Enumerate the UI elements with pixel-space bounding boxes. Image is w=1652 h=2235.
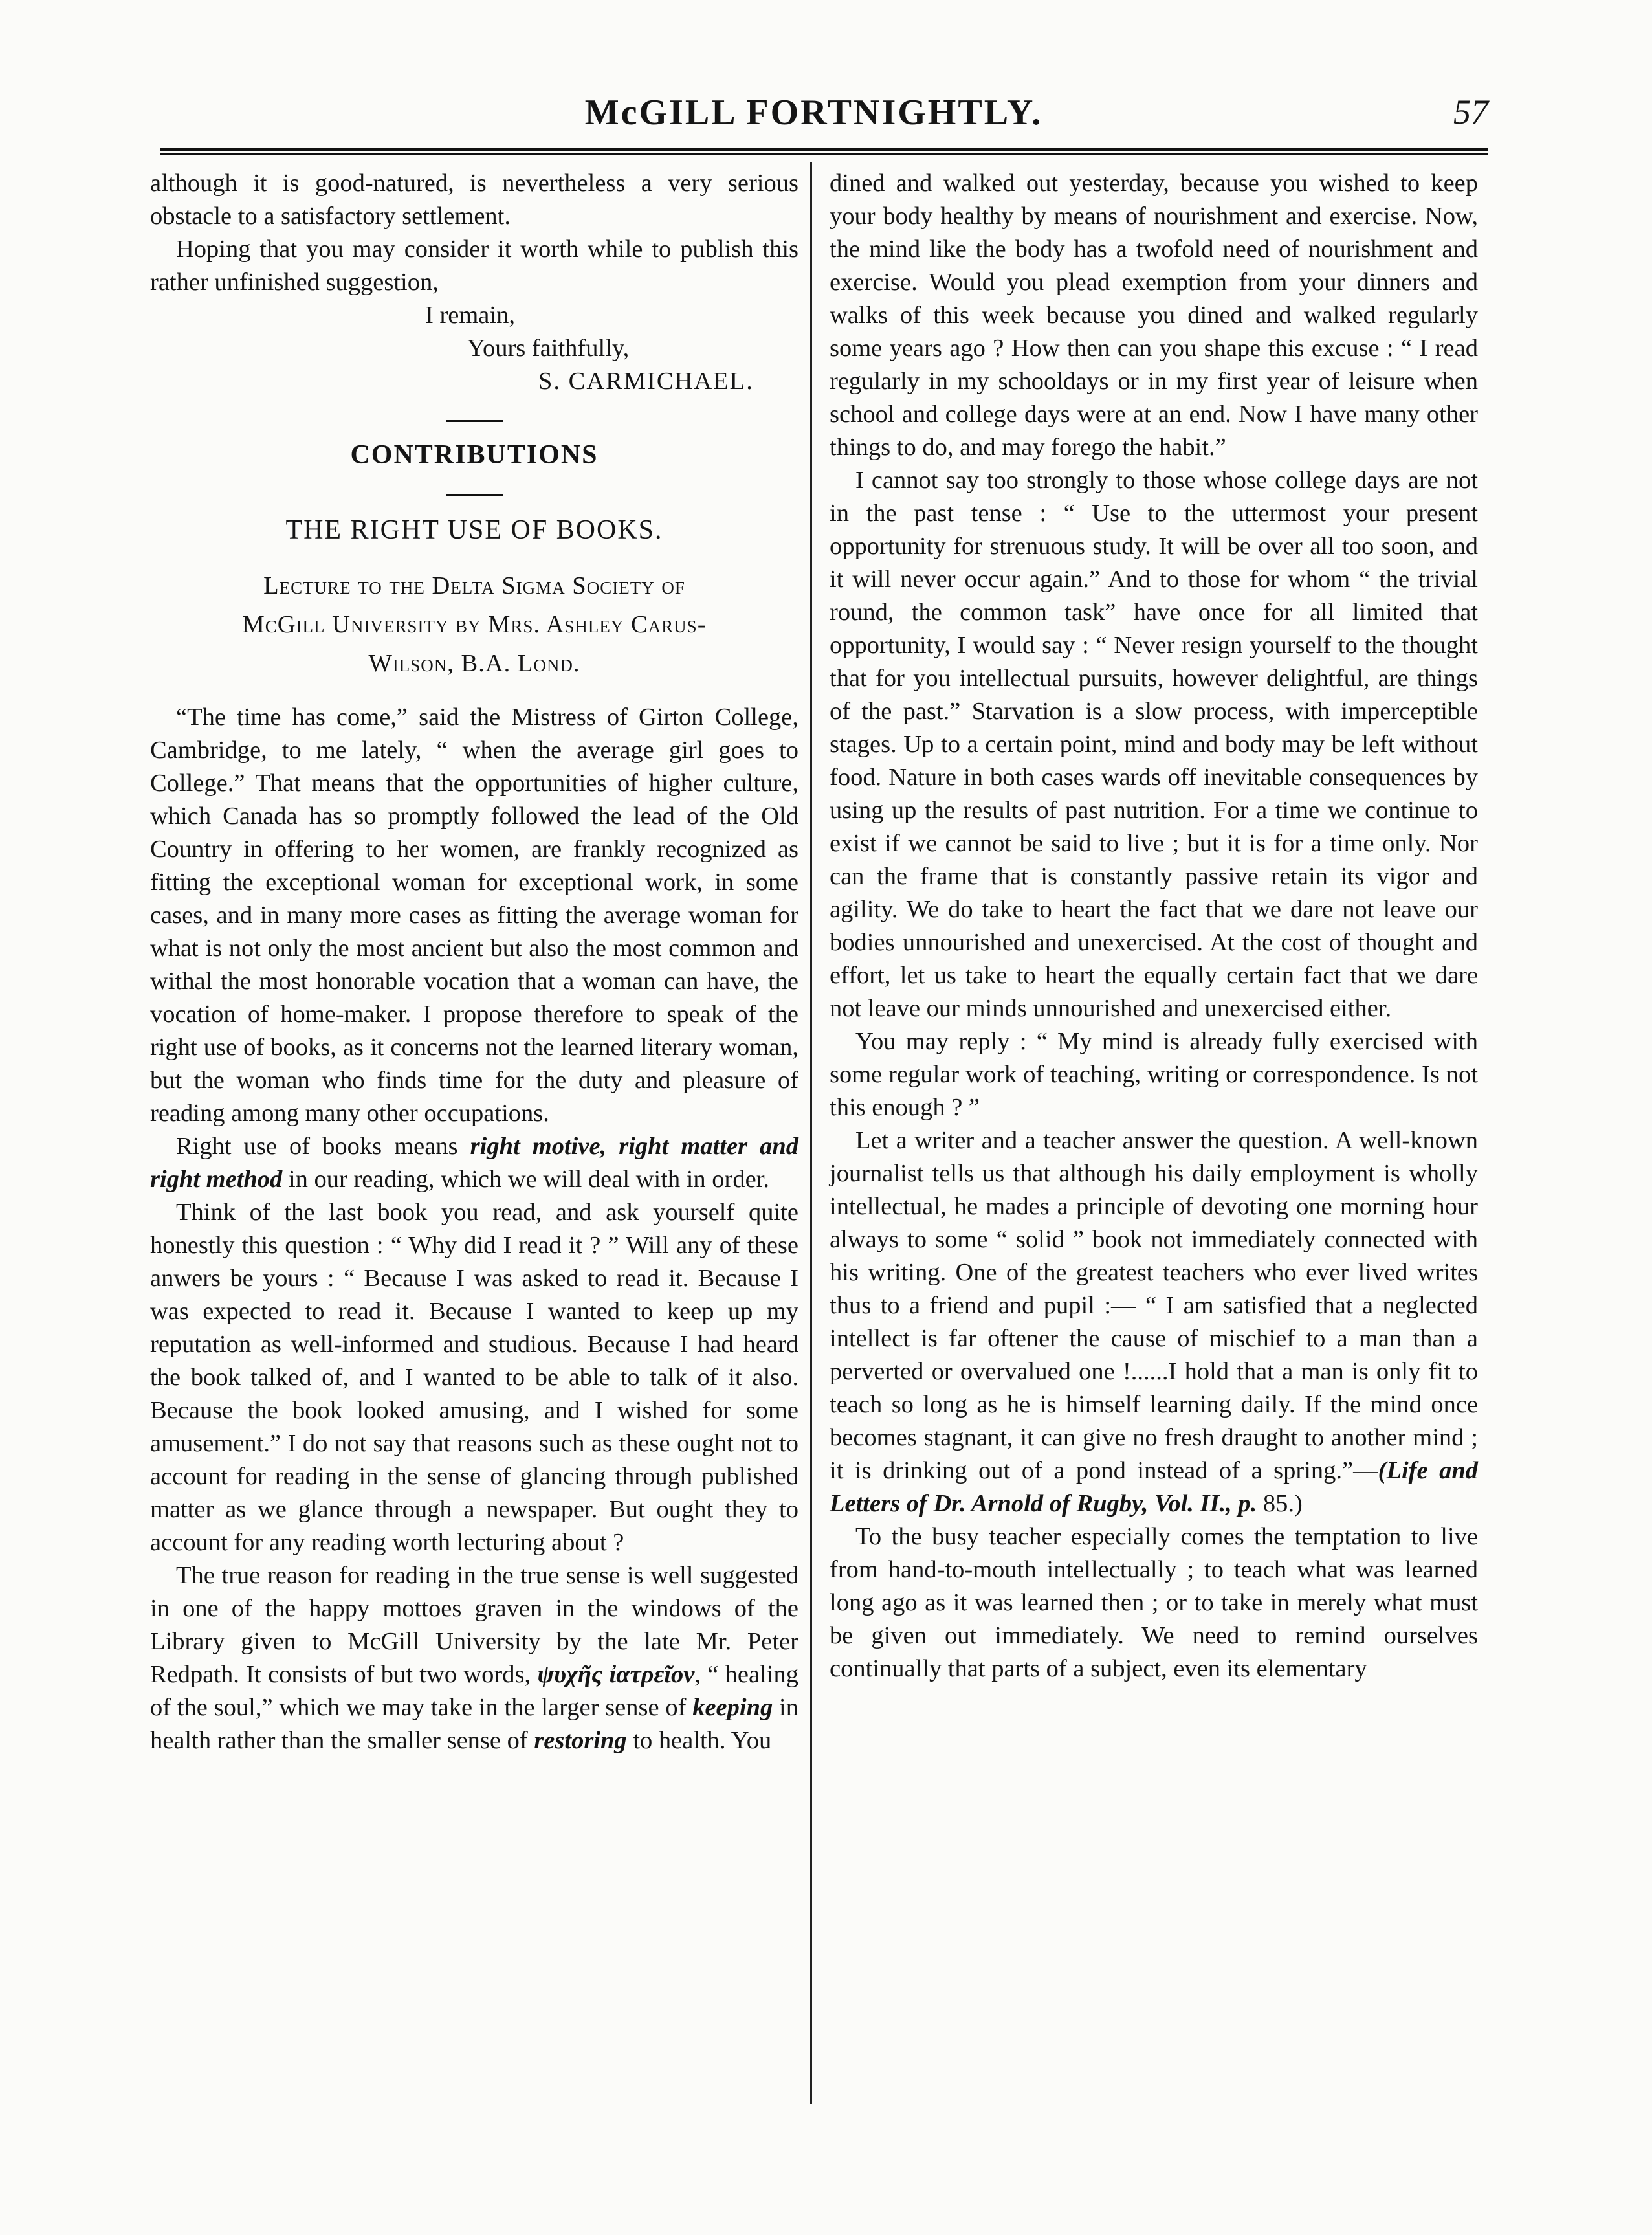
article-paragraph: To the busy teacher especially comes the temptation to live from hand-to-mouth intellectually ; to teach what was learned long ago as it was learned then ; or to take in merely what must be given out immediately. We need to remind ourselves continually that parts of a subject, even its elementary: [830, 1523, 1478, 1682]
running-title: McGILL FORTNIGHTLY.: [584, 93, 1043, 133]
byline-line: McGill University by Mrs. Ashley Carus-: [242, 611, 707, 638]
byline-line: Lecture to the Delta Sigma Society of: [263, 572, 685, 599]
article-paragraph: [830, 1124, 1478, 1520]
closing-yours: Yours faithfully,: [467, 335, 630, 362]
text-run: in health rather than the smaller sense of: [150, 1694, 798, 1754]
citation-text: (Life and Letters of Dr. Arnold of Rugby, Vol. II., p.: [830, 1457, 1478, 1517]
article-paragraph: [150, 1130, 798, 1196]
article-paragraph: Think of the last book you read, and ask yourself quite honestly this question : “ Why did I read it ? ” Will any of these anwers be yours : “ Because I was asked to read it. Because I was expected to read it. Because I wanted to keep up my reputation as well-informed and studious. Because I had heard the book talked of, and I wanted to be able to talk of it also. Because the book looked amusing, and I wished for some amusement.” I do not say that reasons such as these ought not to account for reading in the sense of glancing through published matter as we glance through a newspaper. But ought they to account for any reading worth lecturing about ?: [150, 1199, 798, 1556]
column-separator: [810, 162, 812, 2104]
text-run: Right use of books means: [176, 1133, 470, 1160]
greek-text: ψυχῆς ἰατρεῖον: [537, 1661, 695, 1688]
header-rule: [160, 148, 1488, 155]
text-run: , “ healing of the soul,” which we may take in the larger sense of: [150, 1661, 798, 1721]
text-run: 85.): [1257, 1490, 1303, 1517]
separator-rule: [446, 420, 503, 422]
letter-signature: S. CARMICHAEL.: [538, 368, 754, 395]
closing-remain: I remain,: [425, 302, 515, 329]
article-paragraph: I cannot say too strongly to those whose college days are not in the past tense : “ Use to the uttermost your present opportunity for strenuous study. It will be over all too soon, and it will never occur again.” And to those for whom “ the trivial round, the common task” have once for all limited that opportunity, I would say : “ Never resign yourself to the thought that for you intellectual pursuits, however delightful, are things of the past.” Starvation is a slow process, with imperceptible stages. Up to a certain point, mind and body may be left without food. Nature in both cases wards off inevitable consequences by using up the results of past nutrition. For a time we continue to exist if we cannot be said to live ; but it is for a time only. Nor can the frame that is constantly passive retain its vigor and agility. We do take to heart the fact that we dare not leave our bodies unnourished and unexercised. At the cost of thought and effort, let us take to heart the equally certain fact that we dare not leave our minds unnourished and unexercised either.: [830, 467, 1478, 1022]
article-paragraph: You may reply : “ My mind is already fully exercised with some regular work of teaching, writing or correspondence. Is not this enough ? ”: [830, 1028, 1478, 1121]
article-paragraph: [150, 1559, 798, 1757]
text-run: in our reading, which we will deal with in order.: [282, 1166, 770, 1193]
emphasis-text: restoring: [534, 1727, 627, 1754]
article-byline: [150, 566, 798, 683]
text-run: to health. You: [626, 1727, 772, 1754]
article-paragraph: “The time has come,” said the Mistress of Girton College, Cambridge, to me lately, “ when the average girl goes to College.” That means that the opportunities of higher culture, which Canada has so promptly followed the lead of the Old Country in offering to her women, are frankly recognized as fitting the exceptional woman for exceptional work, in some cases, and in many more cases as fitting the average woman for what is not only the most ancient but also the most common and withal the most honorable vocation that a woman can have, the vocation of home-maker. I propose therefore to speak of the right use of books, as it concerns not the learned literary woman, but the woman who finds time for the duty and pleasure of reading among many other occupations.: [150, 704, 798, 1127]
text-run: Let a writer and a teacher answer the question. A well-known journalist tells us that although his daily employment is wholly intellectual, he mades a principle of devoting one morning hour always to some “ solid ” book not immediately connected with his writing. One of the greatest teachers who ever lived writes thus to a friend and pupil :— “ I am satisfied that a neglected intellect is far oftener the cause of mischief to a man than a perverted or overvalued one !......I hold that a man is only fit to teach so long as he is himself learning daily. If the mind once becomes stagnant, it can give no fresh draught to another mind ; it is drinking out of a pond instead of a spring.”—: [830, 1127, 1478, 1484]
emphasis-text: right motive, right matter and right method: [150, 1133, 798, 1193]
article-paragraph: dined and walked out yesterday, because you wished to keep your body healthy by means of nourishment and exercise. Now, the mind like the body has a twofold need of nourishment and exercise. Would you plead exemption from your dinners and walks of this week because you dined and walked regularly some years ago ? How then can you shape this excuse : “ I read regularly in my schooldays or in my first year of leisure when school and college days were at an end. Now I have many other things to do, and may forego the habit.”: [830, 170, 1478, 461]
text-run: The true reason for reading in the true sense is well suggested in one of the happy mottoes graven in the windows of the Library given to McGill University by the late Mr. Peter Redpath. It consists of but two words,: [150, 1562, 798, 1688]
letter-hoping: Hoping that you may consider it worth while to publish this rather unfinished suggestion,: [150, 236, 798, 296]
left-column: [150, 167, 798, 1757]
emphasis-text: keeping: [692, 1694, 773, 1721]
separator-rule: [446, 494, 503, 496]
section-heading: CONTRIBUTIONS: [350, 440, 599, 470]
letter-closing: [150, 299, 798, 398]
page-number: 57: [1453, 93, 1488, 131]
page-header: [139, 92, 1488, 144]
letter-body: although it is good-natured, is nevertheless a very serious obstacle to a satisfactory settlement.: [150, 170, 798, 230]
right-column: [830, 167, 1478, 1685]
article-title: THE RIGHT USE OF BOOKS.: [285, 515, 663, 545]
byline-line: Wilson, B.A. Lond.: [368, 650, 580, 677]
